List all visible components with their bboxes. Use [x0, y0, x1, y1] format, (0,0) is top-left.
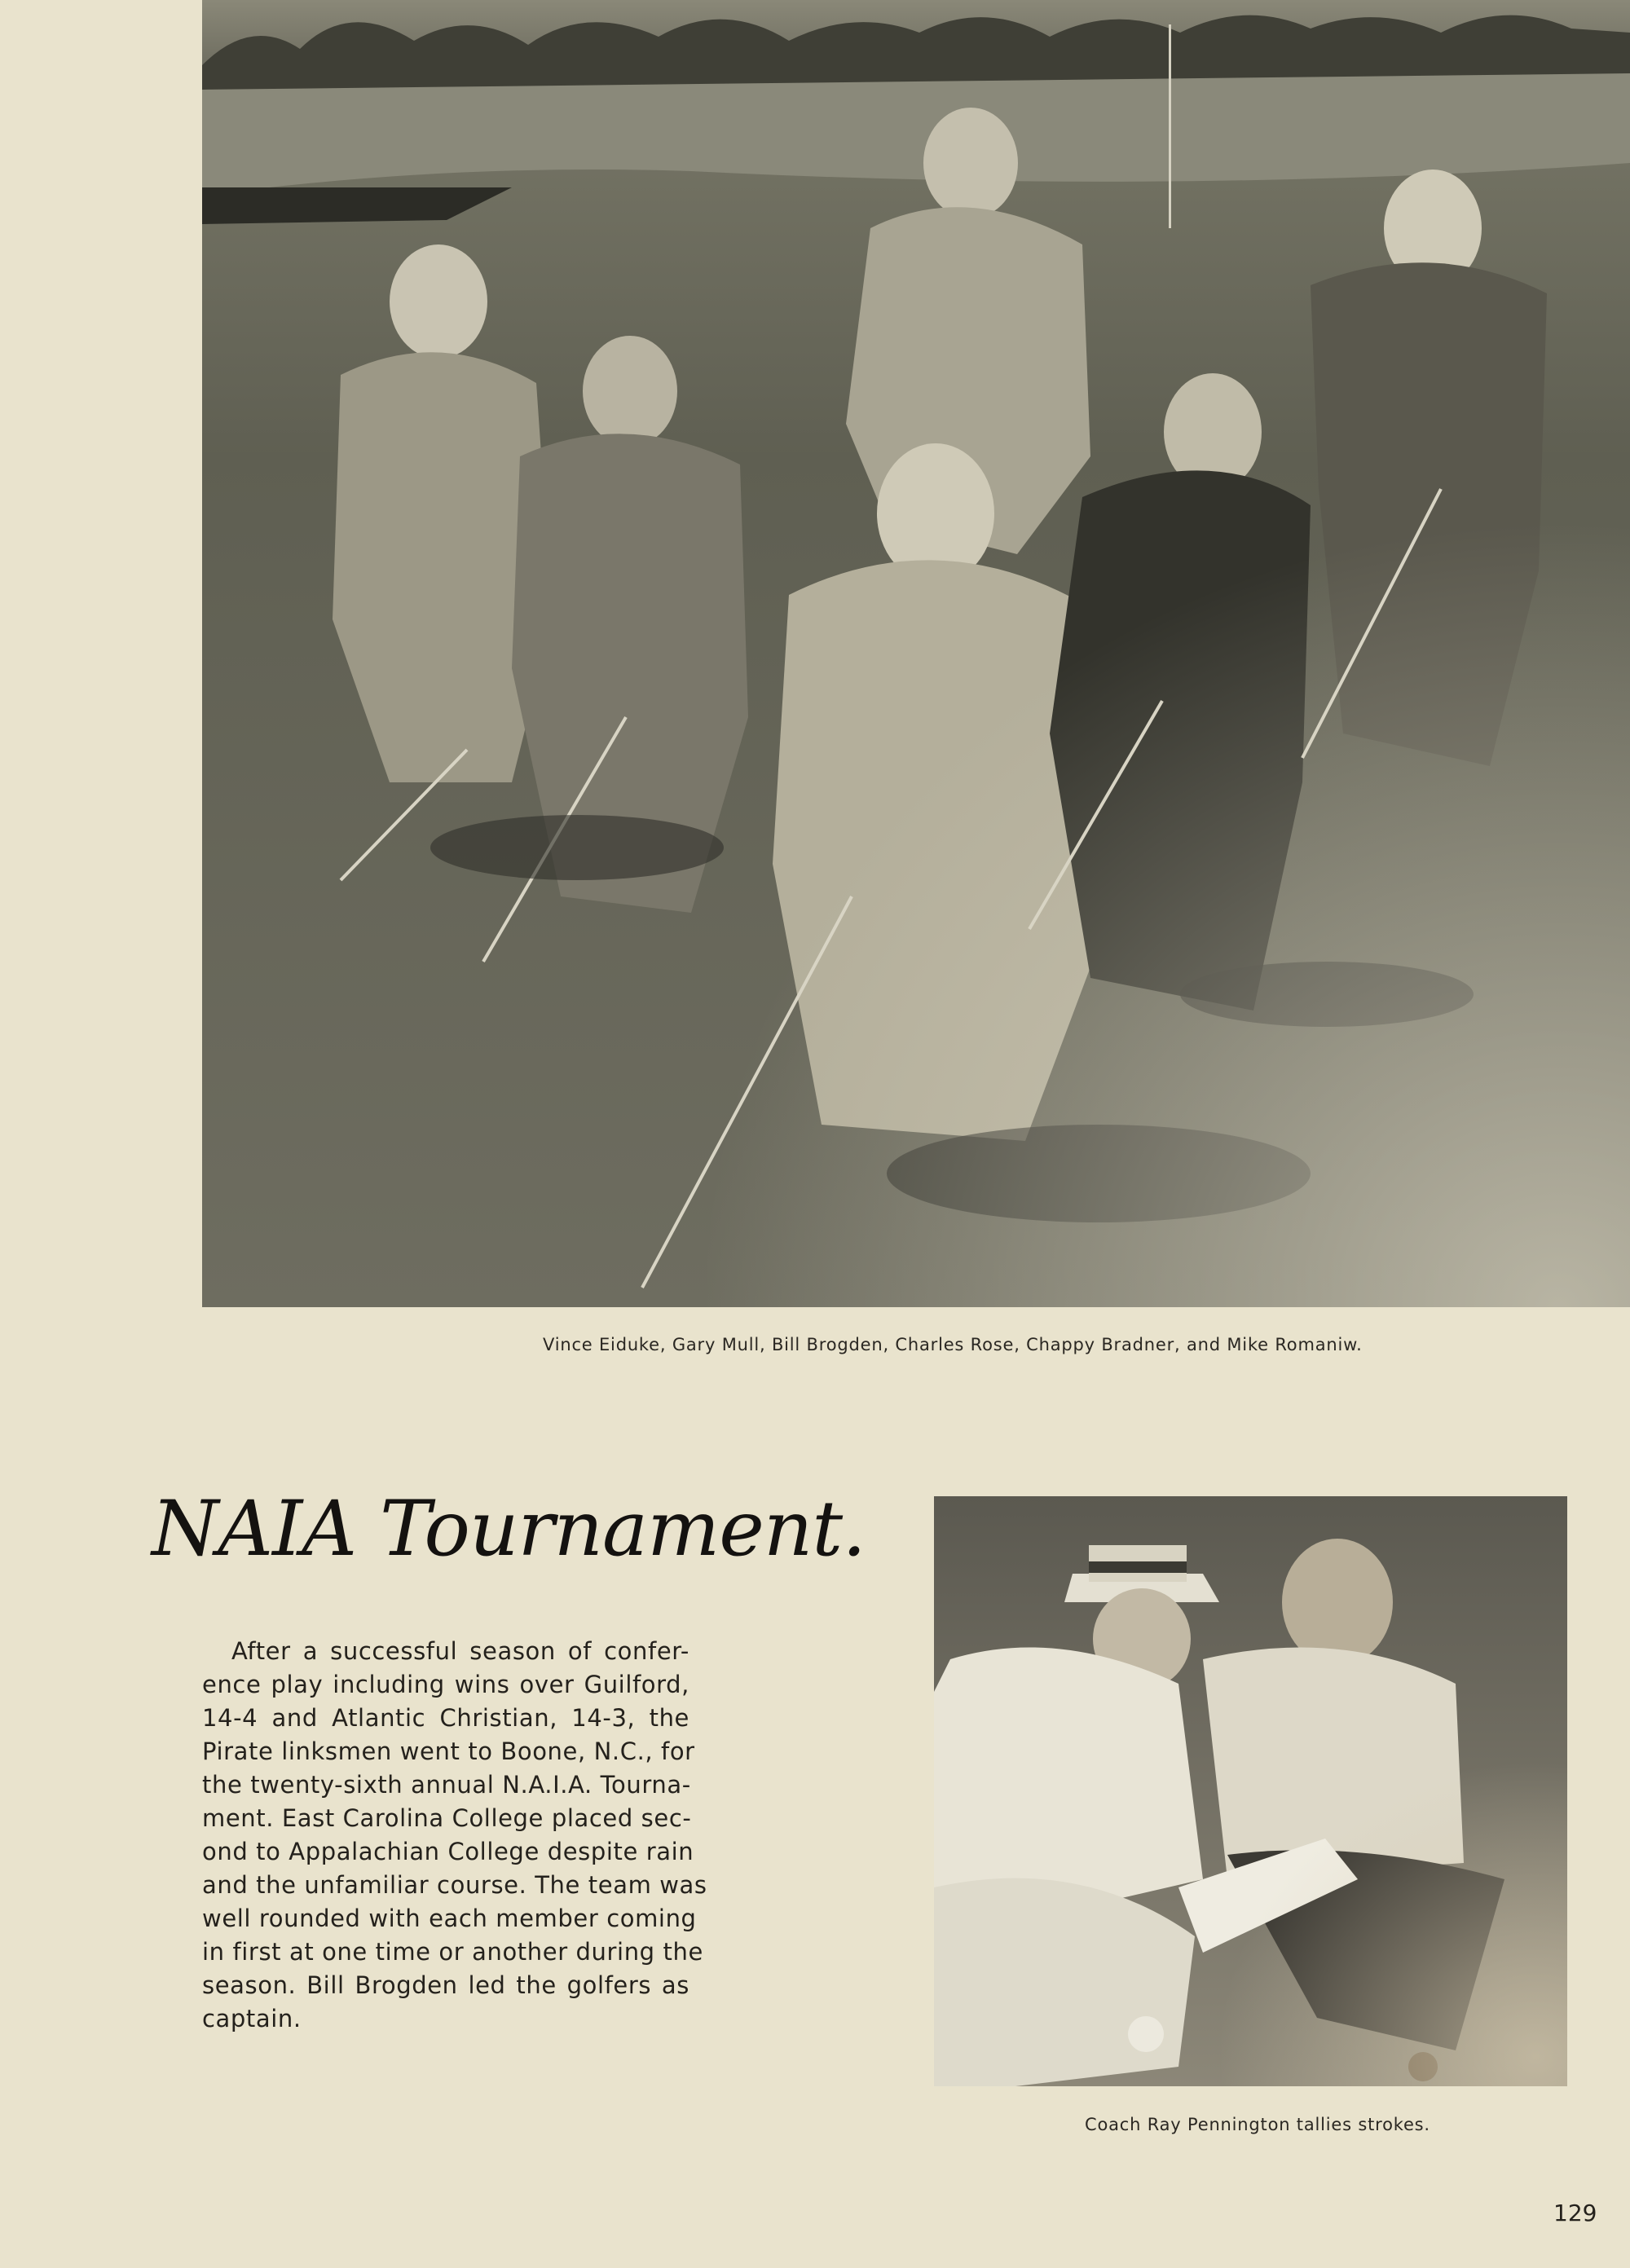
article-body-line: ond to Appalachian College despite rain — [202, 1838, 694, 1865]
article-body-line: and the unfamiliar course. The team was — [202, 1871, 707, 1899]
team-photo — [202, 0, 1630, 1307]
article-body-line: After a successful season of confer- — [231, 1637, 689, 1665]
coach-photo-caption: Coach Ray Pennington tallies strokes. — [1085, 2115, 1430, 2134]
page-number: 129 — [1553, 2200, 1597, 2226]
team-photo-caption: Vince Eiduke, Gary Mull, Bill Brogden, Charles Rose, Chappy Bradner, and Mike Romaniw. — [543, 1335, 1363, 1354]
article-body-line: ment. East Carolina College placed sec- — [202, 1804, 692, 1832]
article-body-line: in first at one time or another during the — [202, 1938, 703, 1966]
coach-photo — [934, 1496, 1567, 2086]
article-body-line: captain. — [202, 2005, 302, 2032]
article-headline: NAIA Tournament. — [152, 1485, 866, 1574]
article-body-line: the twenty-sixth annual N.A.I.A. Tourna- — [202, 1771, 691, 1799]
article-body-line: well rounded with each member coming — [202, 1905, 697, 1932]
article-body-line: 14-4 and Atlantic Christian, 14-3, the — [202, 1704, 689, 1732]
article-body — [202, 1635, 707, 2036]
article-body-line: Pirate linksmen went to Boone, N.C., for — [202, 1737, 695, 1765]
article-body-line: season. Bill Brogden led the golfers as — [202, 1971, 689, 1999]
article-body-line: ence play including wins over Guilford, — [202, 1671, 689, 1698]
